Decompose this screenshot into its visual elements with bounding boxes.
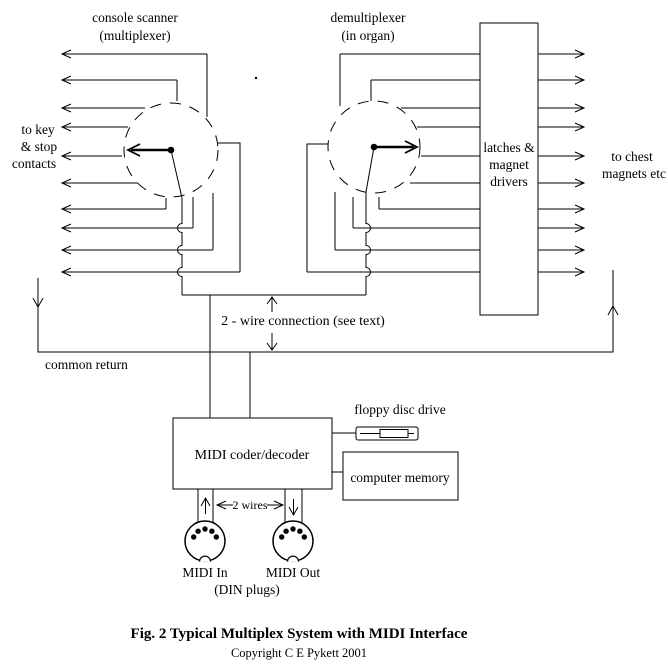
common-return-label: common return — [45, 357, 128, 372]
arrow-right — [538, 205, 584, 213]
wire — [353, 197, 480, 228]
console-scanner-label: console scanner — [92, 10, 178, 25]
wire — [379, 197, 480, 209]
arrow-right — [538, 224, 584, 232]
din-pin — [283, 529, 288, 534]
din-pin — [290, 526, 295, 531]
figure-caption: Fig. 2 Typical Multiplex System with MIDI Interface — [130, 626, 468, 642]
din-notch — [200, 556, 211, 561]
signal-bus-group — [178, 192, 371, 418]
two-wire-connection-label: 2 - wire connection (see text) — [221, 314, 385, 329]
scanner-wiper-drop — [178, 198, 182, 295]
scanner-wiper-wire — [171, 150, 182, 198]
key-contacts-label-3: contacts — [11, 156, 57, 171]
key-contacts-label-2: & stop — [20, 139, 58, 154]
midi-in-label: MIDI In — [182, 565, 228, 580]
din-pin — [297, 529, 302, 534]
wire — [62, 198, 166, 209]
wire — [62, 197, 193, 228]
console-scanner-group — [124, 103, 218, 198]
console-scanner-sublabel: (multiplexer) — [99, 28, 171, 43]
wire — [371, 80, 480, 101]
wire — [335, 192, 480, 250]
copyright-notice: Copyright C E Pykett 2001 — [230, 646, 368, 660]
wire — [307, 144, 480, 272]
arrow-right — [538, 268, 584, 276]
computer-memory-label: computer memory — [350, 470, 450, 485]
arrow-up — [267, 297, 277, 312]
arrow-right — [538, 76, 584, 84]
arrow-right — [267, 501, 283, 509]
din-plugs-label: (DIN plugs) — [214, 582, 280, 597]
arrow-right — [538, 104, 584, 112]
demux-wiper-drop — [366, 192, 371, 295]
chest-magnets-label-1: to chest — [611, 149, 653, 164]
latches-label-1: latches & — [483, 140, 535, 155]
demultiplexer-sublabel: (in organ) — [341, 28, 395, 43]
demultiplexer-group — [328, 101, 420, 193]
arrow-down — [267, 333, 277, 350]
arrow-right — [538, 152, 584, 160]
din-pin — [209, 529, 214, 534]
arrow-down — [289, 499, 298, 515]
din-notch — [288, 556, 299, 561]
din-pin — [302, 534, 307, 539]
din-plug-midi-in — [185, 521, 225, 562]
floppy-drive-label: floppy disc drive — [354, 402, 446, 417]
latches-label-3: drivers — [490, 174, 528, 189]
chest-magnets-label-2: magnets etc — [601, 166, 667, 181]
arrow-right — [538, 179, 584, 187]
din-pin — [202, 526, 207, 531]
arrow-right — [538, 50, 584, 58]
demultiplexer-label: demultiplexer — [330, 10, 406, 25]
floppy-drive-icon — [332, 427, 418, 440]
wire — [62, 193, 213, 250]
arrow-left — [217, 501, 233, 509]
demux-wiper-wire — [366, 147, 374, 192]
arrow-up — [201, 498, 210, 514]
din-plug-midi-out — [273, 521, 313, 562]
stray-dot — [255, 77, 257, 79]
wire — [62, 80, 177, 101]
demux-output-lines — [307, 54, 480, 272]
two-wires-label: 2 wires — [232, 498, 268, 512]
arrow-right — [538, 246, 584, 254]
key-contact-lines — [62, 50, 240, 276]
key-contacts-label-1: to key — [21, 122, 55, 137]
midi-out-label: MIDI Out — [265, 565, 321, 580]
arrow-right — [538, 123, 584, 131]
din-pin — [279, 534, 284, 539]
floppy-shutter — [380, 430, 408, 438]
din-pin — [214, 534, 219, 539]
din-pin — [195, 529, 200, 534]
latches-label-2: magnet — [489, 157, 529, 172]
midi-coder-decoder-label: MIDI coder/decoder — [194, 448, 310, 463]
din-pin — [191, 534, 196, 539]
chest-magnet-arrows — [538, 50, 584, 276]
